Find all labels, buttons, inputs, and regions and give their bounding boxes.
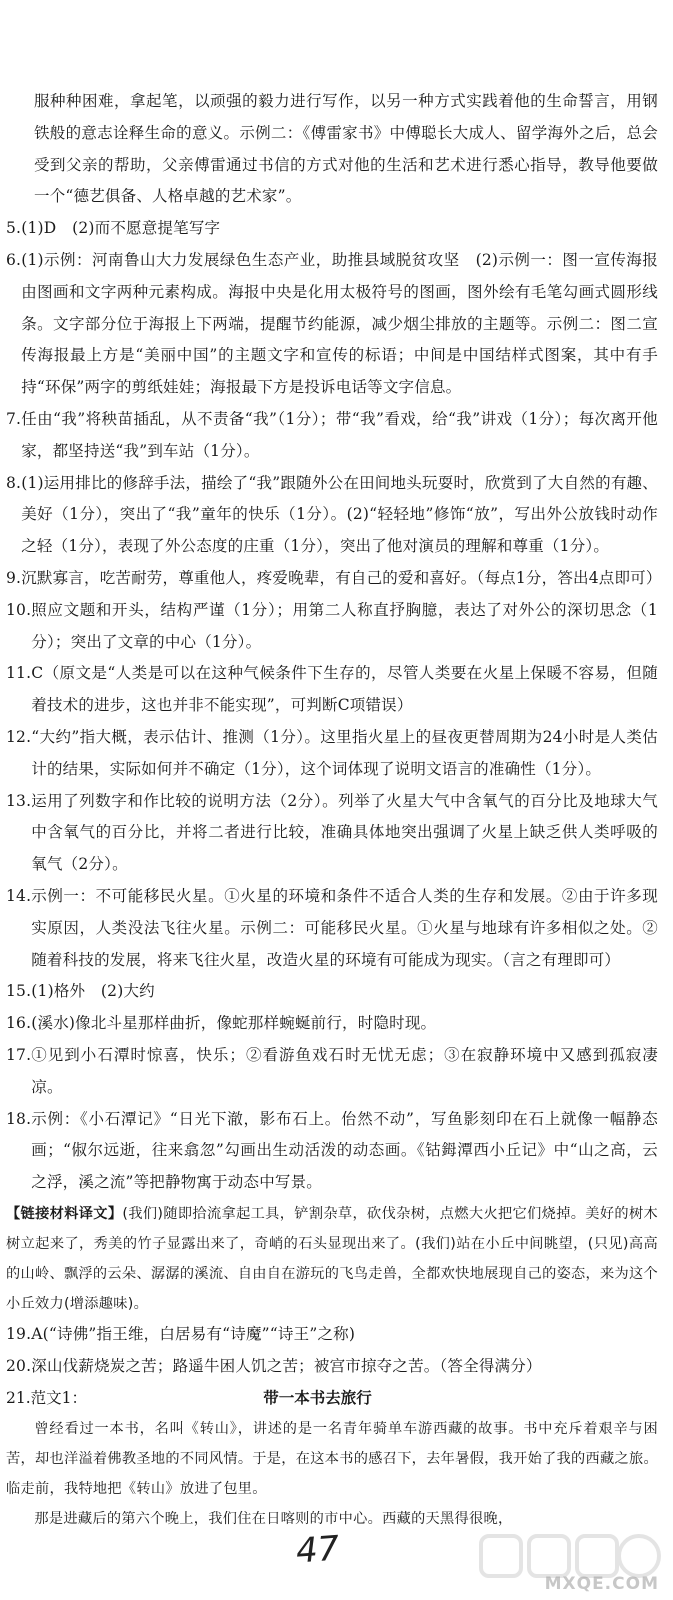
translation-text: (我们)随即拾流拿起工具，铲割杂草，砍伐杂树，点燃大火把它们烧掉。美好的树木树立起来了，秀美的竹子显露出来了，奇峭的石头显现出来了。(我们)站在小丘中间眺望，(只见)高高的山岭、飘浮的云朵、潺潺的溪流、自由自在游玩的飞鸟走兽，全都欢快地展现自己的姿态，来为这个小丘效力(增添趣味)。 [6, 1205, 658, 1312]
answer-item [6, 563, 662, 595]
answer-item [6, 595, 658, 659]
answer-item [6, 1104, 658, 1199]
essay-paragraph: 那是进藏后的第六个晚上，我们住在日喀则的市中心。西藏的天黑得很晚， [34, 1511, 513, 1528]
answer-number: 9. [6, 568, 22, 587]
answer-item [6, 404, 658, 468]
answer-text: ①见到小石潭时惊喜，快乐；②看游鱼戏石时无忧无虑；③在寂静环境中又感到孤寂凄凉。 [31, 1045, 658, 1096]
answer-number: 13. [6, 791, 32, 810]
answer-number: 8. [6, 473, 22, 492]
answer-number: 14. [6, 886, 32, 905]
answer-item [6, 468, 658, 563]
answer-number: 12. [6, 727, 32, 746]
answer-number: 19. [6, 1324, 32, 1343]
answer-number: 16. [6, 1014, 32, 1033]
essay-header [6, 1382, 658, 1414]
answer-number: 11. [6, 664, 32, 683]
handwritten-page-number: 47 [294, 1528, 341, 1572]
answer-number: 7. [6, 409, 22, 428]
answer-text: (1)运用排比的修辞手法，描绘了“我”跟随外公在田间地头玩耍时，欣赏到了大自然的有趣、美好（1分），突出了“我”童年的快乐（1分）。(2)“轻轻地”修饰“放”，写出外公放钱时动作之轻（1分），表现了外公态度的庄重（1分），突出了他对演员的理解和尊重（1分）。 [21, 473, 658, 556]
answer-text: 深山伐薪烧炭之苦；路遥牛困人饥之苦；被宫市掠夺之苦。（答全得满分） [31, 1356, 542, 1375]
answer-content [6, 86, 662, 1534]
answer-number: 5. [6, 219, 22, 238]
answer-item [6, 786, 658, 881]
answer-item [6, 1351, 658, 1383]
answer-item [6, 213, 658, 245]
answer-number: 6. [6, 250, 22, 269]
linked-material-translation [6, 1199, 658, 1319]
answer-text: 运用了列数字和作比较的说明方法（2分）。列举了火星大气中含氧气的百分比及地球大气中含氧气的百分比，并将二者进行比较，准确具体地突出强调了火星上缺乏供人类呼吸的氧气（2分）。 [31, 791, 658, 874]
watermark-text: MXQE.COM [544, 1574, 659, 1594]
answer-text: A(“诗佛”指王维，白居易有“诗魔”“诗王”之称) [31, 1324, 356, 1343]
answer-text: 照应文题和开头，结构严谨（1分）；用第二人称直抒胸臆，表达了对外公的深切思念（1分）；突出了文章的中心（1分）。 [31, 600, 658, 651]
answers-list [6, 213, 662, 1199]
answer-item [6, 245, 658, 404]
essay-title: 带一本书去旅行 [263, 1389, 372, 1408]
answer-text: C（原文是“人类是可以在这种气候条件下生存的，尽管人类要在火星上保暖不容易，但随着技术的进步，这也并非不能实现”，可判断C项错误） [31, 664, 658, 715]
answer-number: 17. [6, 1045, 32, 1064]
answer-text: (1)格外 (2)大约 [31, 982, 155, 1001]
answer-text: 示例：《小石潭记》“日光下澈，影布石上。佁然不动”，写鱼影刻印在石上就像一幅静态画；“俶尔远逝，往来翕忽”勾画出生动活泼的动态画。《钴鉧潭西小丘记》中“山之高，云之浮，溪之流”等把静物寓于动态中写景。 [31, 1109, 658, 1192]
answer-number: 10. [6, 600, 32, 619]
answer-text: 示例一：不可能移民火星。①火星的环境和条件不适合人类的生存和发展。②由于许多现实原因，人类没法飞往火星。示例二：可能移民火星。①火星与地球有许多相似之处。②随着科技的发展，将来飞往火星，改造火星的环境有可能成为现实。（言之有理即可） [31, 886, 658, 969]
essay-paragraph: 曾经看过一本书，名叫《转山》，讲述的是一名青年骑单车游西藏的故事。书中充斥着艰辛与困苦，却也洋溢着佛教圣地的不同风情。于是，在这本书的感召下，去年暑假，我开始了我的西藏之旅。临走前，我特地把《转山》放进了包里。 [6, 1421, 658, 1498]
answer-item [6, 881, 658, 976]
answer-item [6, 976, 658, 1008]
answer-text: 沉默寡言，吃苦耐劳，尊重他人，疼爱晚辈，有自己的爱和喜好。（每点1分，答出4点即可） [21, 568, 662, 587]
answer-text: (1)D (2)而不愿意提笔写字 [21, 219, 221, 238]
answer-item [6, 722, 658, 786]
answer-text: (1)示例：河南鲁山大力发展绿色生态产业，助推县域脱贫攻坚 (2)示例一：图一宣传海报由图画和文字两种元素构成。海报中央是化用太极符号的图画，图外绘有毛笔勾画式圆形线条。文字部分位于海报上下两端，提醒节约能源，减少烟尘排放的主题等。示例二：图二宣传海报最上方是“美丽中国”的主题文字和宣传的标语；中间是中国结样式图案，其中有手持“环保”两字的剪纸娃娃；海报最下方是投诉电话等文字信息。 [21, 250, 658, 397]
answer-item [6, 1008, 658, 1040]
answer-number: 21. [6, 1389, 31, 1408]
answer-number: 18. [6, 1109, 32, 1128]
answer-number: 15. [6, 982, 32, 1001]
answer-item [6, 1319, 658, 1351]
translation-label: 【链接材料译文】 [6, 1205, 123, 1222]
continuation-text: 服种种困难，拿起笔，以顽强的毅力进行写作，以另一种方式实践着他的生命誓言，用钢铁般的意志诠释生命的意义。示例二：《傅雷家书》中傅聪长大成人、留学海外之后，总会受到父亲的帮助，父亲傅雷通过书信的方式对他的生活和艺术进行悉心指导，教导他要做一个“德艺俱备、人格卓越的艺术家”。 [34, 92, 658, 206]
answer-item [6, 658, 658, 722]
answer-text: 任由“我”将秧苗插乱，从不责备“我”（1分）；带“我”看戏，给“我”讲戏（1分）；每次离开他家，都坚持送“我”到车站（1分）。 [21, 409, 658, 460]
essay-label: 范文1： [30, 1389, 88, 1408]
answer-text: “大约”指大概，表示估计、推测（1分）。这里指火星上的昼夜更替周期为24小时是人类估计的结果，实际如何并不确定（1分），这个词体现了说明文语言的准确性（1分）。 [31, 727, 658, 778]
answer-item [6, 1040, 658, 1104]
answer-number: 20. [6, 1356, 32, 1375]
answer-text: (溪水)像北斗星那样曲折，像蛇那样蜿蜒前行，时隐时现。 [31, 1014, 437, 1033]
